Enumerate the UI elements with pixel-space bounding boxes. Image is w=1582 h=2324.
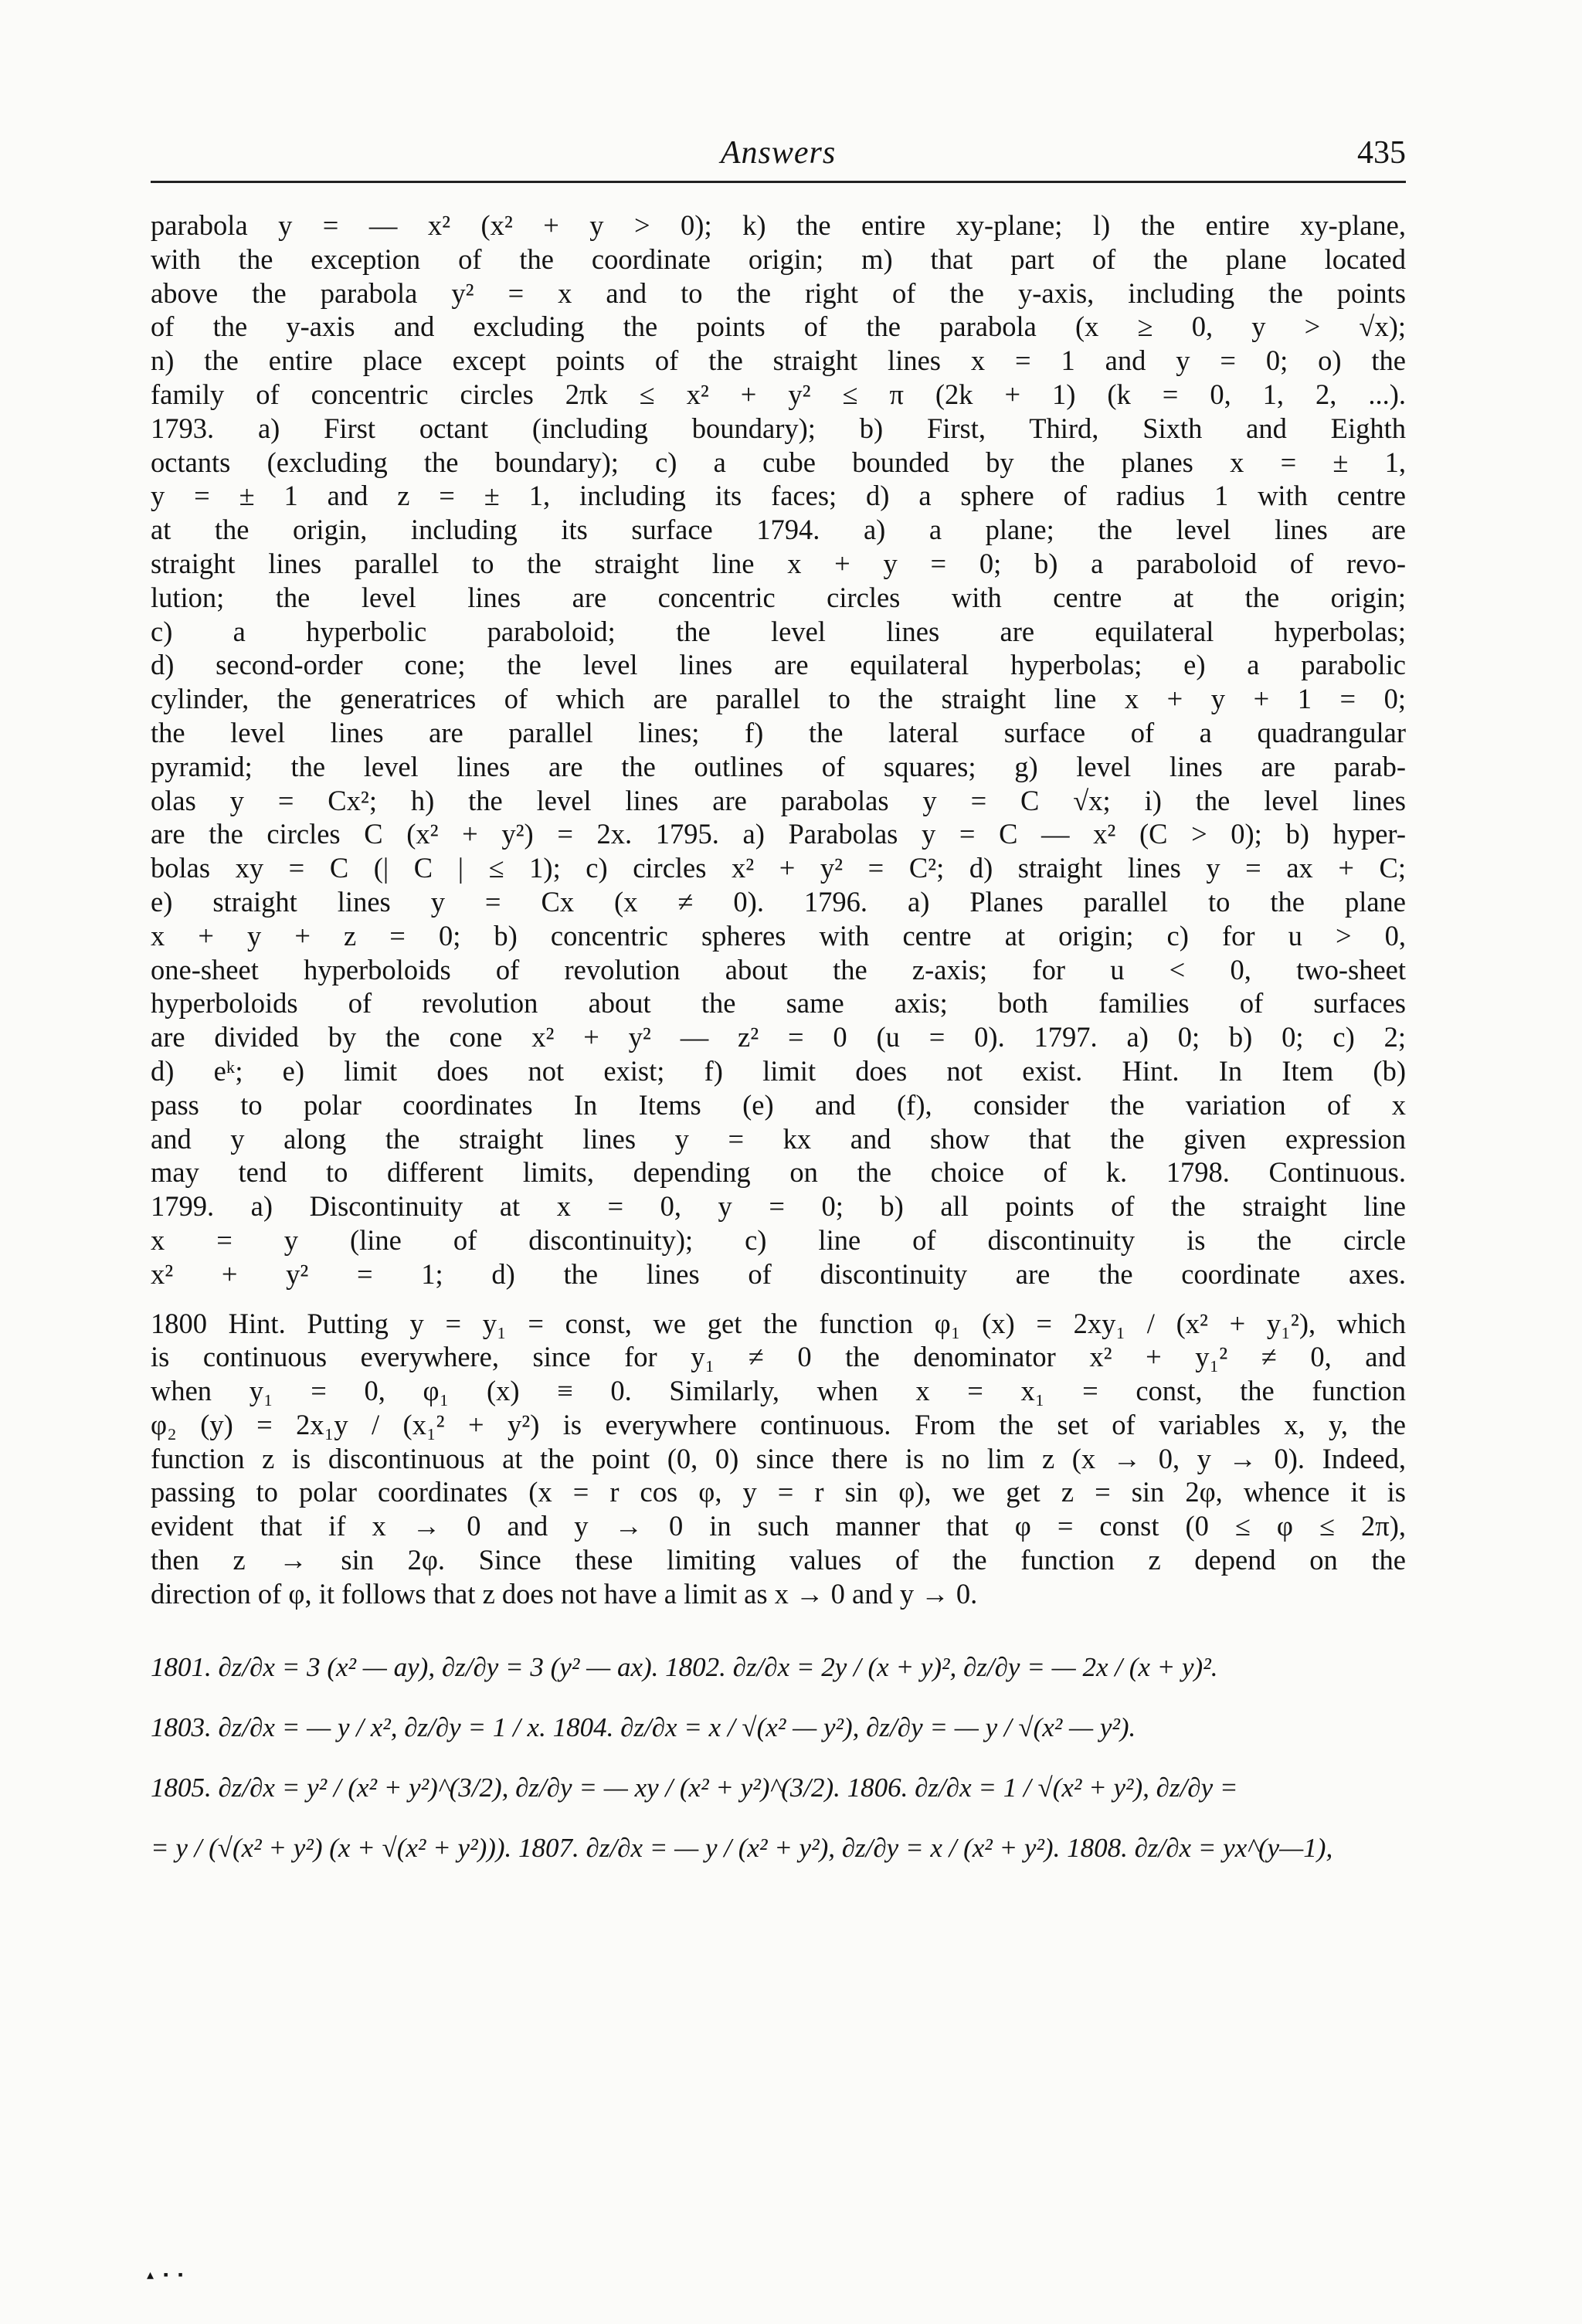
formula-line: 1805. ∂z/∂x = y² / (x² + y²)^(3/2), ∂z/∂y = — xy / (x² + y²)^(3/2). 1806. ∂z/∂x = 1 / √(x² + y²), ∂z/∂y = [151,1772,1238,1803]
text-line: d) eᵏ; e) limit does not exist; f) limit does not exist. Hint. In Item (b) [151,1054,1406,1087]
formula-line: 1803. ∂z/∂x = — y / x², ∂z/∂y = 1 / x. 1804. ∂z/∂x = x / √(x² — y²), ∂z/∂y = — y / √(x² — y²). [151,1712,1136,1742]
page-number: 435 [1357,135,1406,171]
hint-line: passing to polar coordinates (x = r cos φ, y = r sin φ), we get z = sin 2φ, whence it is [151,1476,1406,1508]
text-line: 1799. a) Discontinuity at x = 0, y = 0; b) all points of the straight line [151,1190,1406,1223]
text-line: may tend to different limits, depending on the choice of k. 1798. Continuous. [151,1156,1406,1189]
text-line: bolas xy = C (| C | ≤ 1); c) circles x² + y² = C²; d) straight lines y = ax + C; [151,852,1406,884]
text-line: e) straight lines y = Cx (x ≠ 0). 1796. a) Planes parallel to the plane [151,885,1406,918]
text-line: octants (excluding the boundary); c) a cube bounded by the planes x = ± 1, [151,446,1406,478]
text-line: are the circles C (x² + y²) = 2x. 1795. a) Parabolas y = C — x² (C > 0); b) hyper- [151,818,1406,850]
text-line: above the parabola y² = x and to the right of the y-axis, including the points [151,277,1406,309]
text-line: parabola y = — x² (x² + y > 0); k) the entire xy-plane; l) the entire xy-plane, [151,209,1406,241]
text-line: y = ± 1 and z = ± 1, including its faces; d) a sphere of radius 1 with centre [151,480,1406,512]
hint-line: is continuous everywhere, since for y₁ ≠ 0 the denominator x² + y₁² ≠ 0, and [151,1341,1406,1373]
text-line: at the origin, including its surface 1794. a) a plane; the level lines are [151,514,1406,546]
text-line: of the y-axis and excluding the points of the parabola (x ≥ 0, y > √x); [151,310,1406,343]
text-line: cylinder, the generatrices of which are parallel to the straight line x + y + 1 = 0; [151,683,1406,715]
text-line: c) a hyperbolic paraboloid; the level lines are equilateral hyperbolas; [151,615,1406,647]
text-line: the level lines are parallel lines; f) the lateral surface of a quadrangular [151,716,1406,748]
text-line: olas y = Cx²; h) the level lines are parabolas y = C √x; i) the level lines [151,784,1406,816]
formula-line: = y / (√(x² + y²) (x + √(x² + y²))). 1807. ∂z/∂x = — y / (x² + y²), ∂z/∂y = x / (x² + y²). 1808. ∂z/∂x = yx^(y—1), [151,1832,1333,1863]
printer-mark: ▴ ▪ ▪ [147,2267,186,2282]
hint-line: when y₁ = 0, φ₁ (x) ≡ 0. Similarly, when x = x₁ = const, the function [151,1375,1406,1407]
paragraph-gap [151,1291,1406,1307]
text-line: d) second-order cone; the level lines are equilateral hyperbolas; e) a parabolic [151,649,1406,681]
text-line: straight lines parallel to the straight line x + y = 0; b) a paraboloid of revo- [151,547,1406,579]
hint-line: 1800 Hint. Putting y = y₁ = const, we get the function φ₁ (x) = 2xy₁ / (x² + y₁²), which [151,1307,1406,1339]
hint-line: then z → sin 2φ. Since these limiting values of the function z depend on the [151,1544,1406,1576]
running-title: Answers [720,135,837,171]
text-line: with the exception of the coordinate origin; m) that part of the plane located [151,243,1406,275]
running-header [151,133,1406,183]
text-line: and y along the straight lines y = kx and show that the given expression [151,1122,1406,1155]
text-line: x = y (line of discontinuity); c) line of discontinuity is the circle [151,1223,1406,1256]
paragraph-gap [151,1611,1406,1637]
text-line: pass to polar coordinates In Items (e) and (f), consider the variation of x [151,1088,1406,1121]
hint-line: function z is discontinuous at the point (0, 0) since there is no lim z (x → 0, y → 0). Indeed, [151,1442,1406,1474]
hint-line: evident that if x → 0 and y → 0 in such manner that φ = const (0 ≤ φ ≤ 2π), [151,1510,1406,1542]
text-line: pyramid; the level lines are the outlines of squares; g) level lines are parab- [151,750,1406,782]
text-line: x² + y² = 1; d) the lines of discontinuity are the coordinate axes. [151,1257,1406,1290]
text-line: family of concentric circles 2πk ≤ x² + y² ≤ π (2k + 1) (k = 0, 1, 2, ...). [151,378,1406,410]
text-line: hyperboloids of revolution about the same axis; both families of surfaces [151,987,1406,1020]
answers-text [151,209,1406,1878]
text-line: one-sheet hyperboloids of revolution about the z-axis; for u < 0, two-sheet [151,953,1406,986]
hint-line: φ₂ (y) = 2x₁y / (x₁² + y²) is everywhere continuous. From the set of variables x, y, the [151,1408,1406,1440]
text-line: 1793. a) First octant (including boundary); b) First, Third, Sixth and Eighth [151,412,1406,444]
text-line: x + y + z = 0; b) concentric spheres with centre at origin; c) for u > 0, [151,919,1406,952]
text-line: are divided by the cone x² + y² — z² = 0 (u = 0). 1797. a) 0; b) 0; c) 2; [151,1021,1406,1053]
hint-line: direction of φ, it follows that z does not have a limit as x → 0 and y → 0. [151,1577,978,1610]
text-line: n) the entire place except points of the straight lines x = 1 and y = 0; o) the [151,344,1406,377]
formula-line: 1801. ∂z/∂x = 3 (x² — ay), ∂z/∂y = 3 (y² — ax). 1802. ∂z/∂x = 2y / (x + y)², ∂z/∂y = — 2x / (x + y)². [151,1651,1218,1682]
text-line: lution; the level lines are concentric circles with centre at the origin; [151,581,1406,613]
